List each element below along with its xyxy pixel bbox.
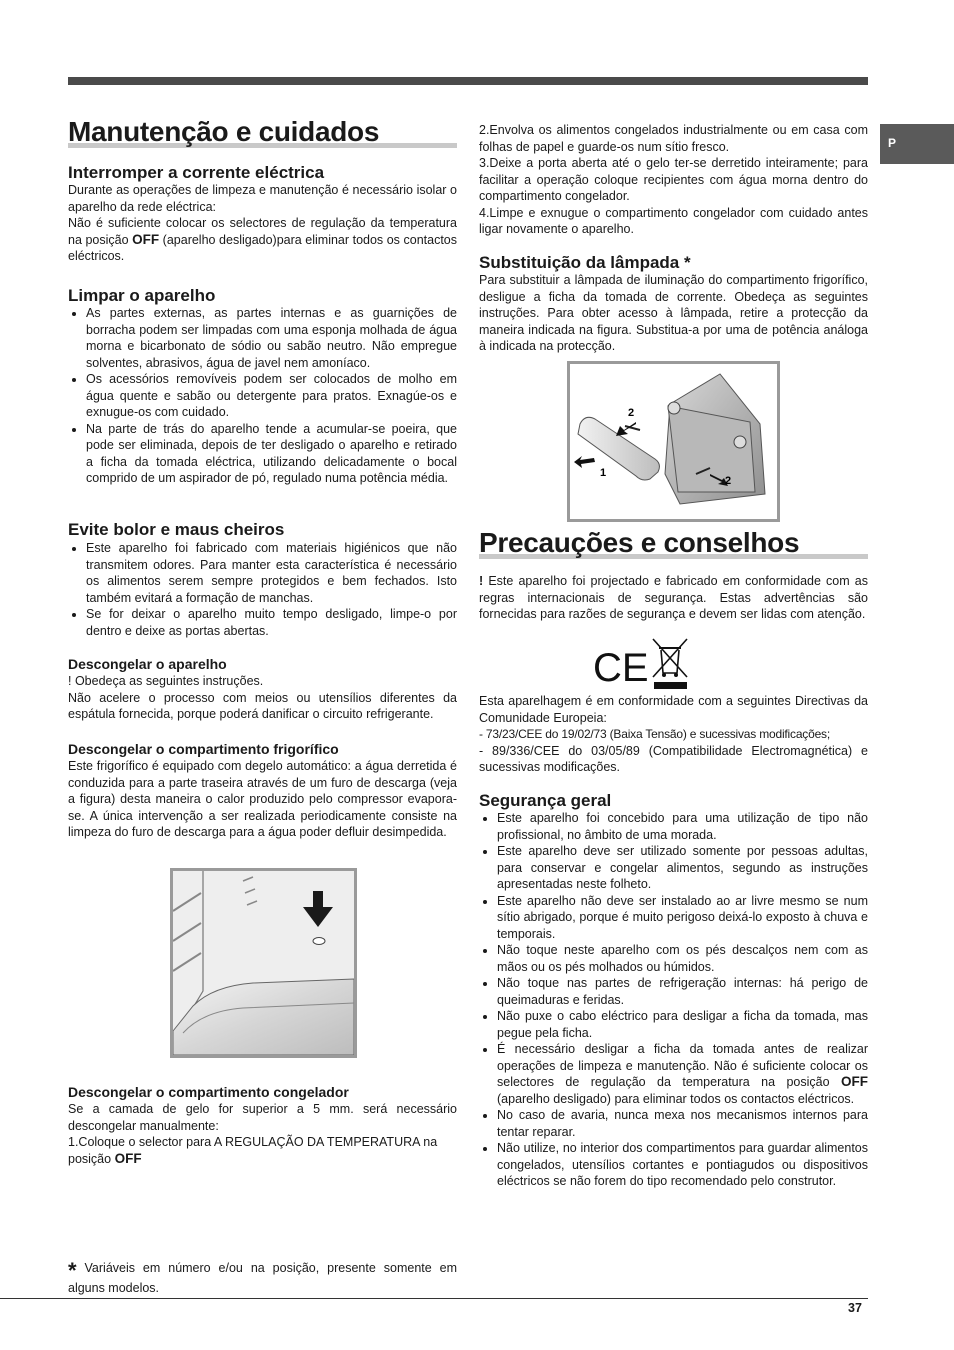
asterisk: * xyxy=(68,1258,77,1283)
list-item: • Não toque neste aparelho com os pés descalços nem com as mãos ou os pés molhados ou húmidos. xyxy=(497,942,868,975)
top-rule xyxy=(68,77,868,85)
paragraph-line: Não acelere o processo com meios ou utensílios diferentes da espátula fornecida, porque poderá danificar o circuito refrigerante. xyxy=(68,690,457,721)
list-item xyxy=(497,1041,868,1107)
off-label: OFF xyxy=(132,231,160,247)
list-item: • Não puxe o cabo eléctrico para desligar a ficha da tomada, mas pegue pela ficha. xyxy=(497,1008,868,1041)
ce-mark-text: CE xyxy=(593,646,649,690)
paragraph-line: - 89/336/CEE do 03/05/89 (Compatibilidade Electromagnética) e sucessivas modificações. xyxy=(479,743,868,774)
paragraph xyxy=(68,1101,457,1167)
section-heading: Evite bolor e maus cheiros xyxy=(68,520,285,539)
list-item: • Na parte de trás do aparelho tende a acumular-se poeira, que pode ser eliminada, depois de ter desligado o aparelho e retirado a ficha da tomada eléctrica, utilizando delicadamente o bocal comprido de um aspirador de pó, regulado numa potência média. xyxy=(86,421,457,487)
list-item: • Este aparelho não deve ser instalado ao ar livre mesmo se num sítio abrigado, porque é muito perigoso deixá-lo exposto à chuva e temporais. xyxy=(497,893,868,943)
lamp-cover-illustration xyxy=(570,364,777,519)
language-tab-label: P xyxy=(888,136,897,150)
text: 1.Coloque o selector para A REGULAÇÃO DA TEMPERATURA na posição xyxy=(68,1135,438,1166)
section-heading: Interromper a corrente eléctrica xyxy=(68,163,325,182)
ce-mark-icon xyxy=(593,637,693,693)
drain-hole-figure xyxy=(170,868,357,1058)
list-item: • Não utilize, no interior dos compartimentos para guardar alimentos congelados, utensílios cortantes e pontiagudos ou dispositivos eléctricos se não forem do tipo recomendado pelo construtor. xyxy=(497,1140,868,1190)
bullet-list xyxy=(479,810,868,1190)
subsection-heading: Descongelar o compartimento congelador xyxy=(68,1084,349,1100)
list-item: • Este aparelho foi fabricado com materiais higiénicos que não transmitem odores. Para manter esta característica é necessário os alimentos serem sempre protegidos e bem fechados. Isto também evitará a formação de manchas. xyxy=(86,540,457,606)
list-item: • Os acessórios removíveis podem ser colocados de molho em água quente e sabão ou detergente para pratos. Exnagúe-os e exnugue-os com cuidado. xyxy=(86,371,457,421)
paragraph-line xyxy=(68,215,457,265)
paragraph: Para substituir a lâmpada de iluminação do compartimento frigorífico, desligue a ficha da tomada de corrente. Obedeça as seguintes instruções. Para obter acesso à lâmpada, retire a protecção da maneira indicada na figura. Substitua-a por uma de potência análoga à indicada na protecção. xyxy=(479,273,868,353)
bullet-list xyxy=(68,540,457,639)
paragraph xyxy=(68,673,457,723)
bullet-list xyxy=(68,305,457,487)
off-label: OFF xyxy=(841,1074,868,1089)
section-heading: Segurança geral xyxy=(479,791,612,810)
paragraph xyxy=(479,693,868,776)
paragraph-line: ! Obedeça as seguintes instruções. xyxy=(68,674,264,688)
list-item: • Este aparelho deve ser utilizado somente por pessoas adultas, para conservar e congelar alimentos, segundo as instruções apresentadas neste folheto. xyxy=(497,843,868,893)
weee-bin-icon xyxy=(653,639,687,689)
fig-label: 2 xyxy=(725,475,732,487)
paragraph-line: 4.Limpe e exnugue o compartimento congelador com cuidado antes ligar novamente o aparelho. xyxy=(479,205,868,236)
text: Não é suficiente colocar os selectores de regulação da temperatura na posição xyxy=(68,216,457,247)
paragraph-line: Se a camada de gelo for superior a 5 mm. será necessário descongelar manualmente: xyxy=(68,1102,457,1133)
paragraph xyxy=(68,182,457,265)
section-heading: Limpar o aparelho xyxy=(68,286,216,305)
page-number: 37 xyxy=(848,1301,862,1315)
footnote-text: Variáveis em número e/ou na posição, presente somente em alguns modelos. xyxy=(68,1261,457,1295)
fig-label: 1 xyxy=(600,467,607,479)
subsection-heading: Descongelar o compartimento frigorífico xyxy=(68,741,339,757)
paragraph-line: 3.Deixe a porta aberta até o gelo ter-se derretido inteiramente; para facilitar a operação coloque recipientes com água morna dentro do compartimento congelador. xyxy=(479,156,868,203)
list-item: • No caso de avaria, nunca mexa nos mecanismos internos para tentar reparar. xyxy=(497,1107,868,1140)
list-item: • Este aparelho foi concebido para uma utilização de tipo não profissional, no âmbito de uma morada. xyxy=(497,810,868,843)
paragraph-line: Durante as operações de limpeza e manutenção é necessário isolar o aparelho da rede eléctrica: xyxy=(68,183,457,214)
footer-rule xyxy=(0,1298,868,1299)
list-item: • As partes externas, as partes internas e as guarnições de borracha podem ser limpadas com uma esponja molhada de água morna e bicarbonato de sódio ou sabão neutro. Não empregue solventes, abrasivos, água de javel nem amoníaco. xyxy=(86,305,457,371)
fig-label: 2 xyxy=(628,407,635,419)
paragraph-line xyxy=(68,1134,457,1167)
paragraph xyxy=(479,122,868,238)
lamp-cover-figure xyxy=(567,361,780,522)
paragraph: Este frigorífico é equipado com degelo automático: a água derretida é conduzida para a parte traseira através de um furo de descarga (veja a figura) desta maneira o calor produzido pelo compressor evapora-se. A única intervenção a ser realizada periodicamente consiste na limpeza do furo de descarga para a água poder defluir desimpedida. xyxy=(68,759,457,839)
text: (aparelho desligado) para eliminar todos os contactos eléctricos. xyxy=(497,1091,855,1106)
list-item: • Não toque nas partes de refrigeração internas: há perigo de queimaduras e feridas. xyxy=(497,975,868,1008)
drain-hole-illustration xyxy=(173,871,354,1055)
text: É necessário desligar a ficha da tomada antes de realizar operações de limpeza e manutenção. Não é suficiente colocar os selectores de regulação da temperatura na posição xyxy=(497,1042,868,1089)
off-label: OFF xyxy=(114,1150,142,1166)
subsection-heading: Descongelar o aparelho xyxy=(68,656,227,672)
paragraph-line: 2.Envolva os alimentos congelados industrialmente ou em casa com folhas de papel e guarde-os num sítio fresco. xyxy=(479,123,868,154)
section-heading: Substituição da lâmpada * xyxy=(479,253,691,272)
paragraph xyxy=(479,573,868,623)
list-item: • Se for deixar o aparelho muito tempo desligado, limpe-o por dentro e deixe as portas abertas. xyxy=(86,606,457,639)
text: (aparelho desligado)para eliminar todos os contactos eléctricos. xyxy=(68,232,457,263)
section-title: Precauções e conselhos xyxy=(479,527,800,558)
warning-mark: ! xyxy=(479,574,484,588)
paragraph-line: Esta aparelhagem é em conformidade com a seguintes Directivas da Comunidade Europeia: xyxy=(479,694,868,725)
intro-text: Este aparelho foi projectado e fabricado em conformidade com as regras internacionais de segurança. Estas advertências são fornecidas para razões de segurança e devem ser lidas com atenção. xyxy=(479,574,868,621)
footnote xyxy=(68,1260,457,1296)
language-tab xyxy=(880,124,954,164)
page-title: Manutenção e cuidados xyxy=(68,116,380,147)
paragraph-line: - 73/23/CEE do 19/02/73 (Baixa Tensão) e sucessivas modificações; xyxy=(479,727,830,741)
